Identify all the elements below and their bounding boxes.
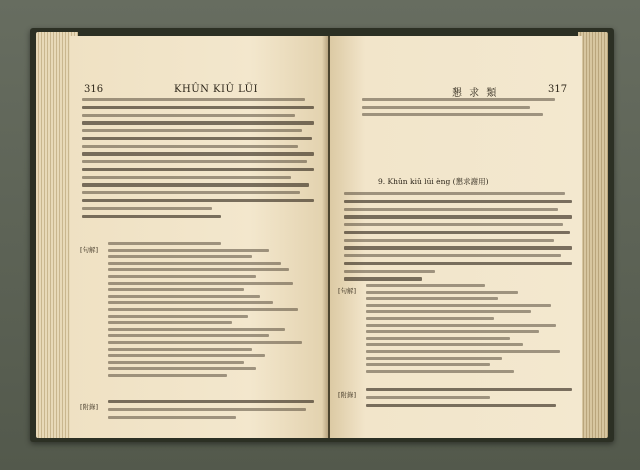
left-notes-list	[108, 242, 314, 380]
left-appendix-text	[108, 400, 314, 423]
right-running-head: 懇 求 類	[452, 88, 499, 99]
page-edges-right	[578, 32, 608, 438]
left-note-marker: [句解]	[80, 246, 99, 254]
left-running-head: KHÛN KIÛ LÜI	[174, 84, 259, 95]
right-body-text	[344, 192, 572, 285]
right-appendix-marker: [附錄]	[338, 391, 357, 399]
right-page-number: 317	[548, 84, 568, 95]
left-page-number: 316	[84, 84, 104, 95]
right-note-marker: [句解]	[338, 287, 357, 295]
left-intro-text	[82, 98, 314, 223]
right-appendix-text	[366, 388, 572, 412]
right-top-notes	[362, 98, 572, 121]
left-page	[70, 36, 328, 438]
right-page	[330, 36, 582, 438]
section-heading: 9. Khûn kiû lūi èng (懇求謝用)	[378, 177, 489, 186]
right-notes-list	[366, 284, 572, 376]
left-appendix-marker: [附錄]	[80, 403, 99, 411]
